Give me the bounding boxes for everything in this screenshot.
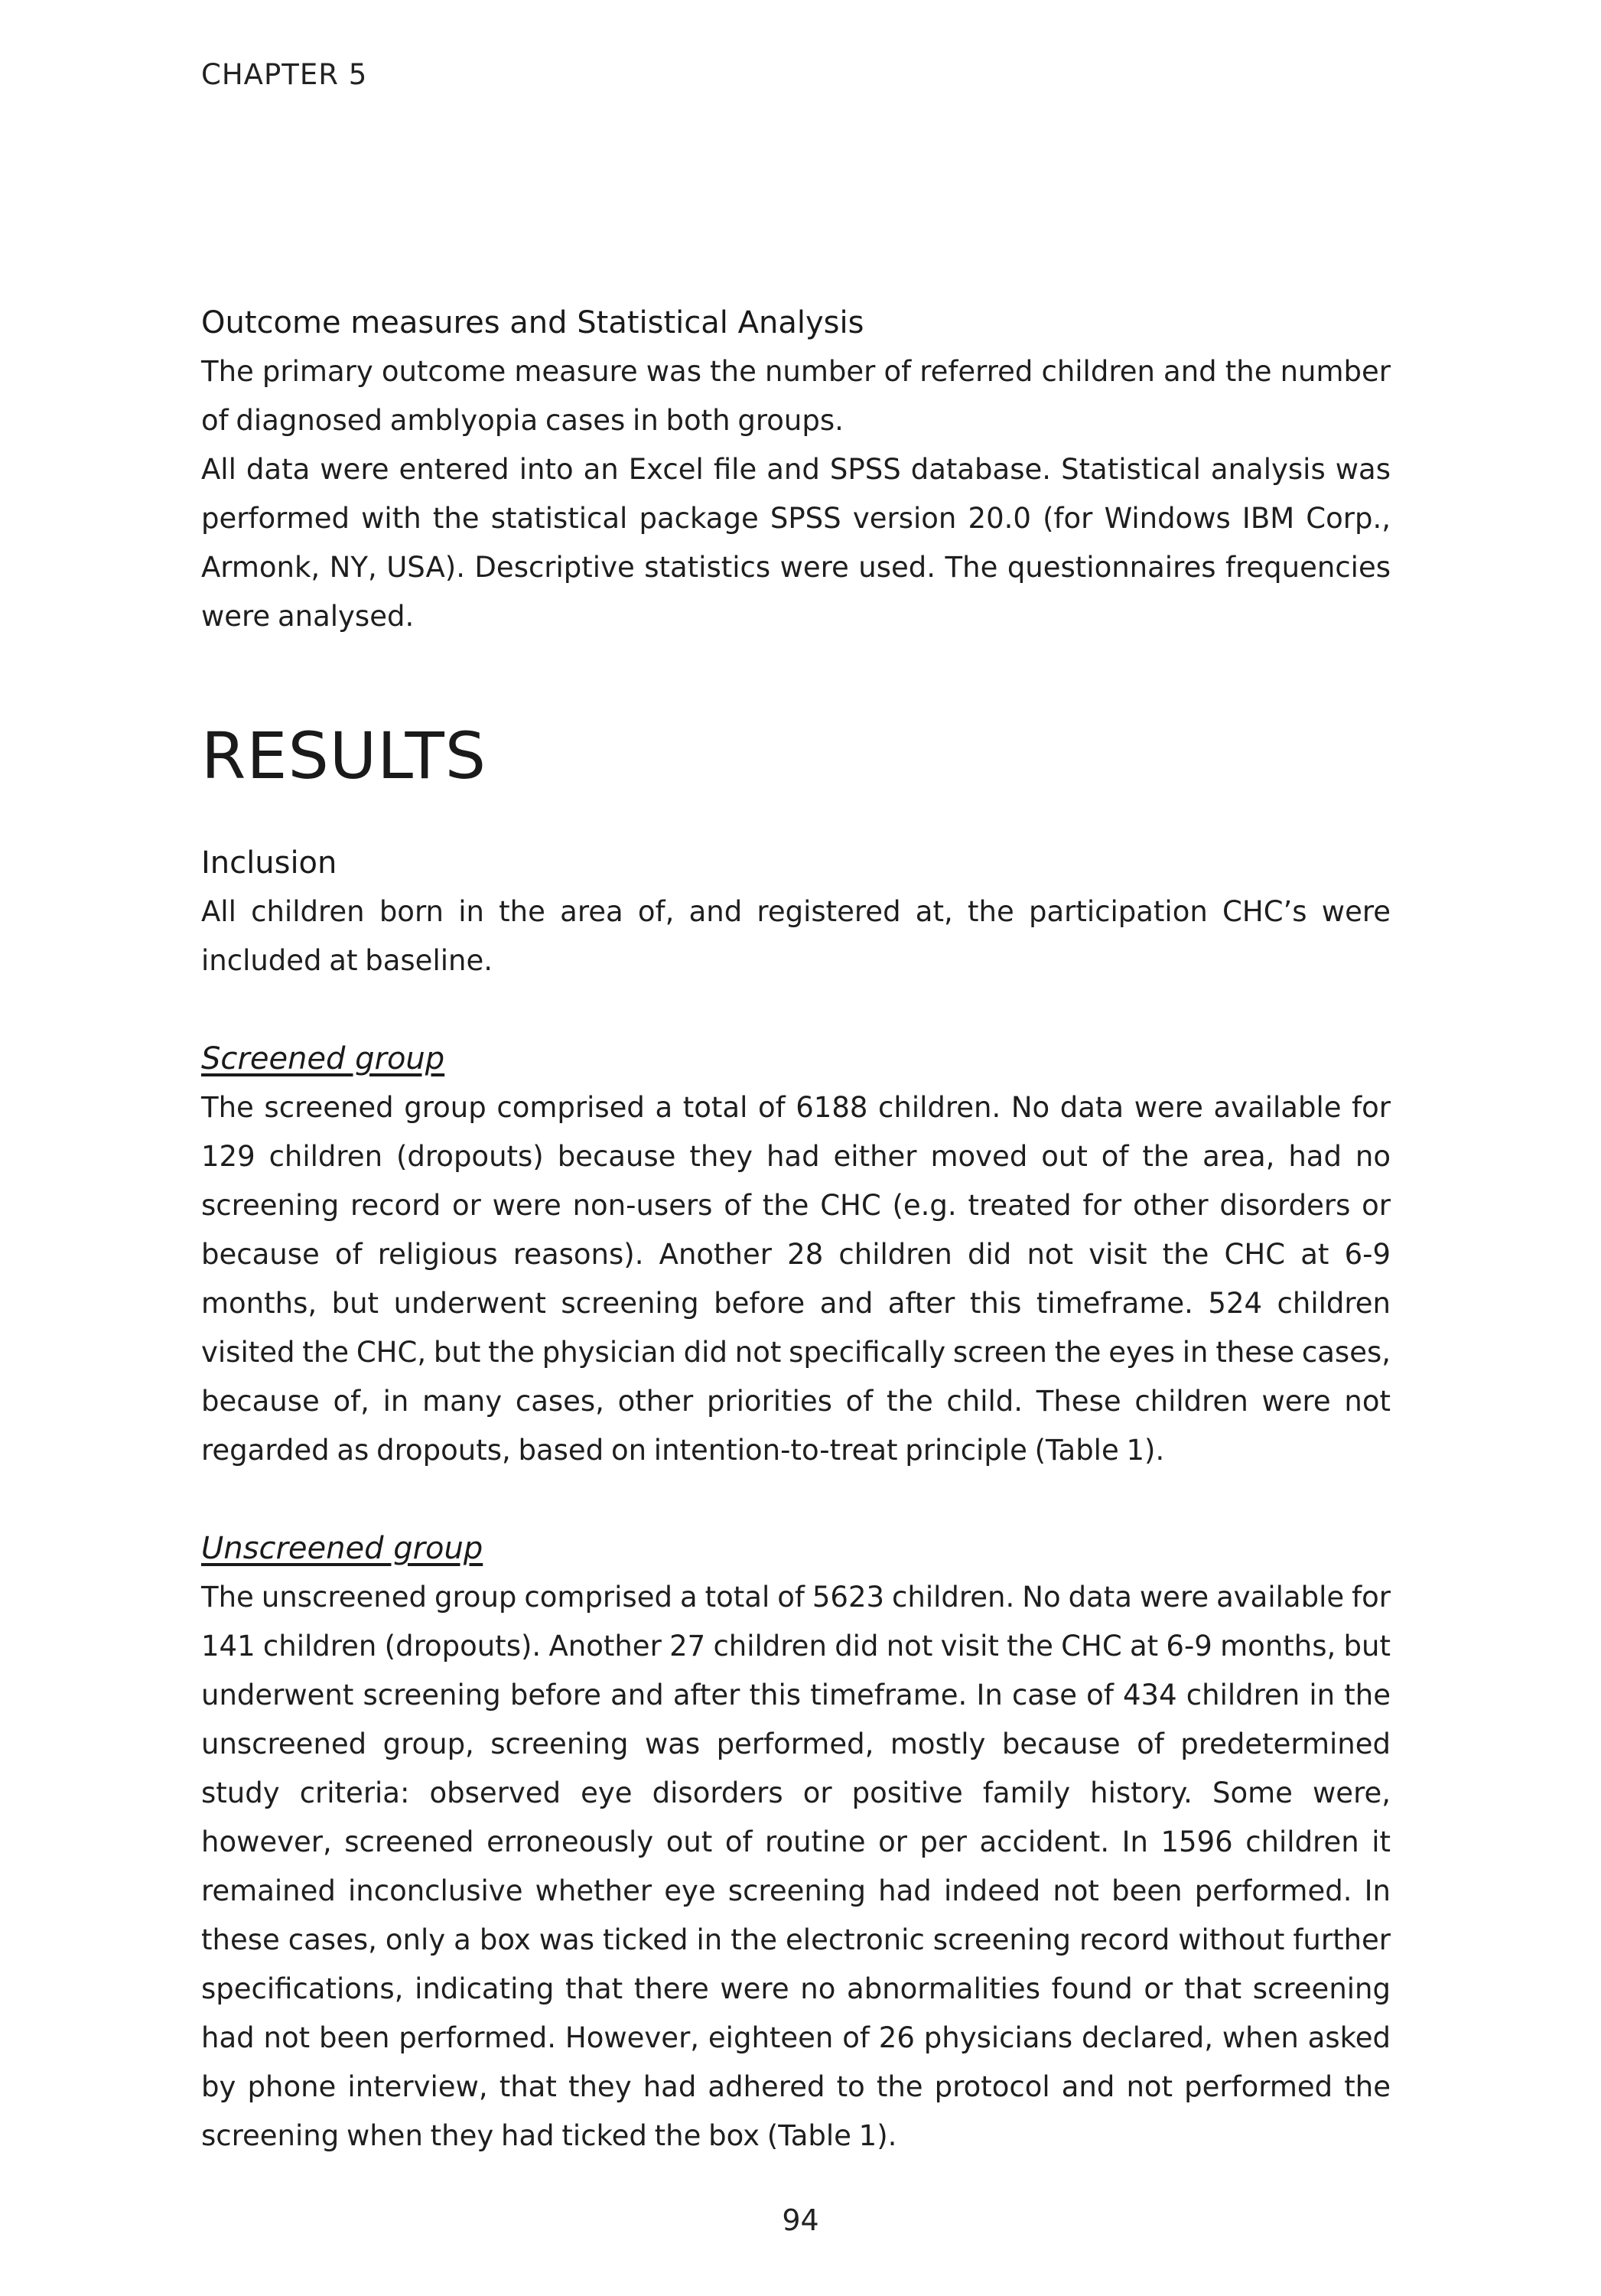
spacer: [201, 794, 1391, 839]
unscreened-group-paragraph: The unscreened group comprised a total of 5623 children. No data were available for 141 children (dropouts). Another 27 children did not visit the CHC at 6-9 months, but underwent screening before and after this timeframe. In case of 434 children in the unscreened group, screening was performed, mostly because of predetermined study criteria: observed eye disorders or positive family history. Some were, however, screened erroneously out of routine or per accident. In 1596 children it remained inconclusive whether eye screening had indeed not been performed. In these cases, only a box was ticked in the electronic screening record without further specifications, indicating that there were no abnormalities found or that screening had not been performed. However, eighteen of 26 physicians declared, when asked by phone interview, that they had adhered to the protocol and not performed the screening when they had ticked the box (Table 1).: [201, 1581, 1391, 2152]
results-title: RESULTS: [201, 718, 487, 793]
spacer: [201, 985, 1391, 1034]
spacer: [201, 1475, 1391, 1524]
unscreened-group-heading: Unscreened group: [201, 1531, 483, 1566]
outcome-paragraph-1: The primary outcome measure was the number of referred children and the number of diagnosed amblyopia cases in both groups.: [201, 355, 1391, 437]
outcome-paragraph-2: All data were entered into an Excel file and SPSS database. Statistical analysis was performed with the statistical package SPSS version 20.0 (for Windows IBM Corp., Armonk, NY, USA). Descriptive statistics were used. The questionnaires frequencies were analysed.: [201, 453, 1391, 633]
inclusion-heading: Inclusion: [201, 845, 337, 881]
outcome-measures-heading: Outcome measures and Statistical Analysis: [201, 305, 864, 340]
screened-group-heading: Screened group: [201, 1041, 445, 1076]
page-number: 94: [782, 2203, 819, 2237]
running-head: CHAPTER 5: [201, 58, 368, 91]
inclusion-paragraph: All children born in the area of, and registered at, the participation CHC’s were included at baseline.: [201, 895, 1391, 977]
page-body: [201, 298, 1391, 2161]
screened-group-paragraph: The screened group comprised a total of 6188 children. No data were available for 129 children (dropouts) because they had either moved out of the area, had no screening record or were non-users of the CHC (e.g. treated for other disorders or because of religious reasons). Another 28 children did not visit the CHC at 6-9 months, but underwent screening before and after this timeframe. 524 children visited the CHC, but the physician did not specifically screen the eyes in these cases, because of, in many cases, other priorities of the child. These children were not regarded as dropouts, based on intention-to-treat principle (Table 1).: [201, 1091, 1391, 1467]
